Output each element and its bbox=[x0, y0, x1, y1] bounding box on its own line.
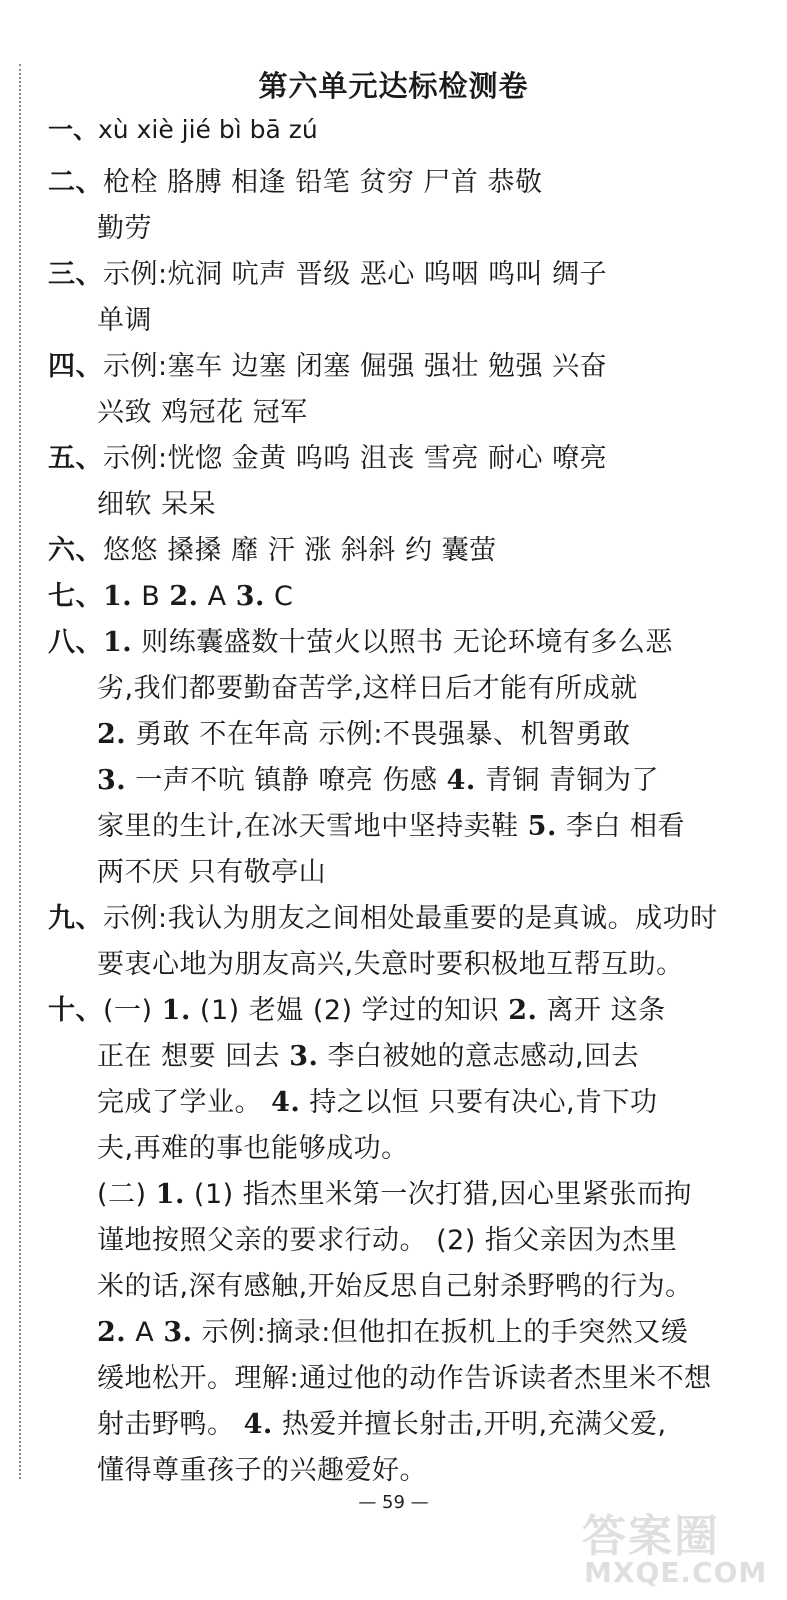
answer-text: 持之以恒 只要有决心,肯下功 bbox=[300, 1087, 658, 1118]
answer-text: 谨地按照父亲的要求行动。 (2) 指父亲因为杰里 bbox=[97, 1225, 678, 1256]
item-number: 八、1. bbox=[48, 627, 133, 658]
answer-text: 懂得尊重孩子的兴趣爱好。 bbox=[97, 1455, 427, 1486]
item-number: 5. bbox=[527, 811, 557, 842]
answer-line bbox=[97, 488, 216, 522]
answer-text: (二) bbox=[97, 1179, 156, 1210]
answer-line bbox=[97, 1224, 677, 1258]
answer-line bbox=[97, 1408, 667, 1442]
watermark-logo bbox=[582, 1500, 782, 1596]
item-number: 十、 bbox=[48, 995, 103, 1026]
item-number: 4. bbox=[271, 1087, 301, 1118]
answer-text: 热爱并擅长射击,开明,充满父爱, bbox=[272, 1409, 667, 1440]
answer-text: 要衷心地为朋友高兴,失意时要积极地互帮互助。 bbox=[97, 949, 684, 980]
answer-text: 青铜 青铜为了 bbox=[475, 765, 659, 796]
item-number: 2. bbox=[169, 581, 199, 612]
answer-text: (1) 老媪 (2) 学过的知识 bbox=[190, 995, 509, 1026]
answer-text: A bbox=[198, 581, 236, 612]
answer-text: xù xiè jié bì bā zú bbox=[98, 115, 318, 144]
item-number: 二、 bbox=[48, 167, 103, 198]
answer-text: 单调 bbox=[97, 305, 152, 336]
answer-text: 家里的生计,在冰天雪地中坚持卖鞋 bbox=[97, 811, 528, 842]
answer-text: 悠悠 搡搡 靡 汗 涨 斜斜 约 囊萤 bbox=[103, 535, 497, 566]
answer-text: C bbox=[264, 581, 294, 612]
answer-text: (一) bbox=[103, 995, 162, 1026]
item-number: 3. bbox=[97, 765, 127, 796]
answer-line bbox=[48, 442, 607, 476]
item-number: 2. bbox=[97, 1317, 127, 1348]
answer-text: 示例:恍惚 金黄 呜呜 沮丧 雪亮 耐心 嘹亮 bbox=[103, 443, 608, 474]
item-number: 1. bbox=[155, 1179, 185, 1210]
watermark-url: MXQE.COM bbox=[584, 1556, 768, 1589]
answer-line bbox=[48, 113, 318, 147]
answer-line bbox=[48, 580, 293, 614]
answer-text: (1) 指杰里米第一次打猎,因心里紧张而拘 bbox=[184, 1179, 692, 1210]
answer-line bbox=[97, 810, 685, 844]
answer-text: 细软 呆呆 bbox=[97, 489, 217, 520]
answer-text: 李白 相看 bbox=[556, 811, 686, 842]
answer-line bbox=[97, 212, 152, 246]
answer-text: 勇敢 不在年高 示例:不畏强暴、机智勇敢 bbox=[126, 719, 631, 750]
item-number: 2. bbox=[97, 719, 127, 750]
answer-line bbox=[48, 350, 607, 384]
item-number: 2. bbox=[508, 995, 538, 1026]
item-number: 3. bbox=[235, 581, 265, 612]
answer-text: 示例:摘录:但他扣在扳机上的手突然又缓 bbox=[192, 1317, 689, 1348]
answer-text: 兴致 鸡冠花 冠军 bbox=[97, 397, 308, 428]
answer-text: 勤劳 bbox=[97, 213, 152, 244]
answer-text: 示例:炕洞 吭声 晋级 恶心 呜咽 鸣叫 绸子 bbox=[103, 259, 608, 290]
item-number: 五、 bbox=[48, 443, 103, 474]
item-number: 一、 bbox=[48, 115, 99, 144]
answer-line bbox=[97, 396, 308, 430]
answer-line bbox=[48, 994, 666, 1028]
answer-text: 两不厌 只有敬亭山 bbox=[97, 857, 327, 888]
answer-line bbox=[48, 258, 607, 292]
answer-line bbox=[97, 856, 326, 890]
item-number: 4. bbox=[446, 765, 476, 796]
answer-line bbox=[97, 1086, 658, 1120]
answer-text: 米的话,深有感触,开始反思自己射杀野鸭的行为。 bbox=[97, 1271, 693, 1302]
answer-text: 离开 这条 bbox=[537, 995, 666, 1026]
answer-text: B bbox=[132, 581, 170, 612]
answer-line bbox=[97, 1316, 688, 1350]
item-number: 六、 bbox=[48, 535, 103, 566]
answer-text: 李白被她的意志感动,回去 bbox=[318, 1041, 640, 1072]
answer-text: 夫,再难的事也能够成功。 bbox=[97, 1133, 409, 1164]
page-title: 第六单元达标检测卷 bbox=[258, 69, 529, 103]
item-number: 四、 bbox=[48, 351, 103, 382]
answer-line bbox=[97, 1040, 639, 1074]
answer-text: 则练囊盛数十萤火以照书 无论环境有多么恶 bbox=[132, 627, 673, 658]
answer-line bbox=[97, 1178, 692, 1212]
answer-line bbox=[97, 948, 684, 982]
answer-text: 缓地松开。理解:通过他的动作告诉读者杰里米不想 bbox=[97, 1363, 712, 1394]
answer-line bbox=[48, 534, 497, 568]
answer-text: A bbox=[126, 1317, 164, 1348]
watermark-text: 答案圈 bbox=[582, 1511, 720, 1562]
item-number: 三、 bbox=[48, 259, 103, 290]
item-number: 4. bbox=[243, 1409, 273, 1440]
answer-line bbox=[97, 304, 152, 338]
answer-text: 射击野鸭。 bbox=[97, 1409, 244, 1440]
answer-line bbox=[48, 902, 718, 936]
item-number: 九、 bbox=[48, 903, 103, 934]
answer-text: 劣,我们都要勤奋苦学,这样日后才能有所成就 bbox=[97, 673, 638, 704]
margin-dotted-line bbox=[19, 64, 21, 1479]
answer-text: 一声不吭 镇静 嘹亮 伤感 bbox=[126, 765, 447, 796]
answer-text: 示例:塞车 边塞 闭塞 倔强 强壮 勉强 兴奋 bbox=[103, 351, 608, 382]
answer-line bbox=[97, 718, 631, 752]
answer-text: 完成了学业。 bbox=[97, 1087, 272, 1118]
answer-line bbox=[97, 1454, 427, 1488]
answer-line bbox=[48, 166, 543, 200]
item-number: 3. bbox=[289, 1041, 319, 1072]
answer-line bbox=[97, 764, 659, 798]
answer-text: 枪栓 胳膊 相逢 铅笔 贫穷 尸首 恭敬 bbox=[103, 167, 543, 198]
answer-line bbox=[48, 626, 673, 660]
page-number: — 59 — bbox=[358, 1492, 429, 1513]
answer-line bbox=[97, 1132, 409, 1166]
answer-line bbox=[97, 672, 638, 706]
item-number: 1. bbox=[161, 995, 191, 1026]
answer-line bbox=[97, 1362, 712, 1396]
item-number: 3. bbox=[163, 1317, 193, 1348]
answer-line bbox=[97, 1270, 693, 1304]
answer-text: 正在 想要 回去 bbox=[97, 1041, 290, 1072]
item-number: 七、1. bbox=[48, 581, 133, 612]
answer-text: 示例:我认为朋友之间相处最重要的是真诚。成功时 bbox=[103, 903, 718, 934]
